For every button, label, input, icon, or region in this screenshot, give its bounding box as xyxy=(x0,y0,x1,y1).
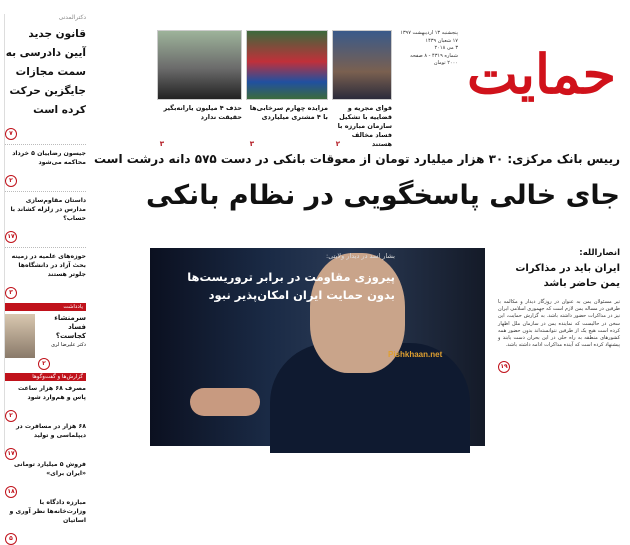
top-story-photo-1[interactable] xyxy=(332,30,392,100)
main-photo[interactable] xyxy=(150,248,485,446)
newspaper-logo: حمایت xyxy=(466,42,617,106)
top-story-caption-3[interactable]: حذف ۴ میلیون یارانه‌بگیر حقیقت ندارد xyxy=(163,104,242,121)
page-badge: ۳ xyxy=(5,287,17,299)
right-kicker: انصارالله: xyxy=(579,248,620,258)
note-title[interactable]: سرمنشاء فساد کجاست؟ xyxy=(54,314,86,340)
author-photo xyxy=(5,314,35,358)
top-story-photo-3[interactable] xyxy=(157,30,242,100)
report-item[interactable]: مصرف ۶۸ هزار ساعت پاس و هم‌وارد شود xyxy=(17,385,86,401)
right-body: تیر مسئولان یمن به عنوان در روزگار دیدار و مکالمه با طرفین در مساله یمن لازم است که جهموری اسلامی ایران نیز در مذاکرات حضور داشته باشد. به گزارش حمایت، این سخن در حالیست که نماینده یمن در سازمان ملل اظهار کرده است هیچ یک از طرفین نتوانسته‌اند بدون حضور همه کشورهای منطقه به راه حلی در این بحران دست یابند و پیشنهاد کرده است که آینده مذاکرات ادامه داشته باشد. xyxy=(498,299,620,349)
notes-label: یادداشت xyxy=(5,303,86,311)
divider xyxy=(5,144,86,145)
reports-label: گزارش‌ها و گفت‌وگوها xyxy=(5,373,86,381)
page-badge: ۲ xyxy=(5,410,17,422)
page-badge: ۱۷ xyxy=(5,448,17,460)
photo-kicker: بشار اسد در دیدار ولایتی: xyxy=(326,252,395,260)
date-line: ۲۰۰۰ تومان xyxy=(433,60,458,66)
left-item[interactable]: حوزه‌های علمیه در زمینه بحث آزاد در دانشگاه‌ها جلوتر هستند xyxy=(11,253,86,278)
main-kicker[interactable]: رییس بانک مرکزی: ۳۰ هزار میلیارد تومان از معوقات بانکی در دست ۵۷۵ دانه درشت است xyxy=(93,152,620,166)
left-section-title: دکترالمدنی xyxy=(58,14,86,21)
divider xyxy=(5,191,86,192)
page-badge: ۱۸ xyxy=(5,486,17,498)
top-story-photo-2[interactable] xyxy=(246,30,328,100)
top-story-page-2: ۳ xyxy=(249,140,254,148)
photo-figure-hand xyxy=(190,388,260,416)
page-badge: ۱۹ xyxy=(498,361,510,373)
date-line: پنجشنبه ۱۳ اردیبهشت ۱۳۹۷ xyxy=(400,30,458,36)
date-line: شماره ۴۳۱۹ - ۸ صفحه xyxy=(410,52,458,59)
page-badge: ۵ xyxy=(5,533,17,545)
report-item[interactable]: فروش ۵ میلیارد تومانی «ایران برای» xyxy=(14,461,86,477)
right-headline[interactable]: ایران باید در مذاکرات یمن حاضر باشد xyxy=(515,263,620,289)
left-column xyxy=(4,14,86,542)
top-story-page-1: ۲ xyxy=(335,140,340,148)
page-badge: ۷ xyxy=(5,128,17,140)
left-item[interactable]: جیسون رضاییان ۵ خرداد محاکمه می‌شود xyxy=(12,150,86,166)
divider xyxy=(5,247,86,248)
right-article xyxy=(498,248,620,446)
date-line: ۱۷ شعبان ۱۴۳۹ xyxy=(425,37,458,44)
top-story-page-3: ۳ xyxy=(159,140,164,148)
dateline xyxy=(398,30,458,68)
page-badge: ۲ xyxy=(38,358,50,370)
note-author: دکتر علیرضا لری xyxy=(51,342,86,348)
report-item[interactable]: ۶۸ هزار در مسافرت در دیپلماسی و تولید xyxy=(15,423,86,439)
left-item[interactable]: داستان مقاوم‌سازی مدارس در زلزله کشاند با حساب؟ xyxy=(10,197,86,222)
photo-headline[interactable]: پیروزی مقاومت در برابر تروریست‌ها بدون حمایت ایران امکان‌پذیر نبود xyxy=(187,270,395,302)
page-badge: ۲ xyxy=(5,175,17,187)
top-story-caption-2[interactable]: مزایده چهارم سرخابی‌ها با ۴ مشتری میلیاردی xyxy=(249,104,328,121)
watermark: Pishkhaan.net xyxy=(388,350,443,359)
date-line: ۳ می ۲۰۱۸ xyxy=(434,45,458,51)
main-headline[interactable]: جای خالی پاسخگویی در نظام بانکی xyxy=(146,180,620,211)
top-story-caption-1[interactable]: قوای مجریه و قضاییه با تشکیل سازمان مبارزه با فساد مخالف هستند xyxy=(337,104,392,148)
left-feature-headline[interactable]: قانون جدید آیین دادرسی به سمت مجازات جایگزین حرکت کرده است xyxy=(5,28,86,116)
page-badge: ۱۷ xyxy=(5,231,17,243)
report-item[interactable]: مبارزه دادگاه با وزارت‌خانه‌ها نظر آوری و اساتیان xyxy=(9,499,86,524)
